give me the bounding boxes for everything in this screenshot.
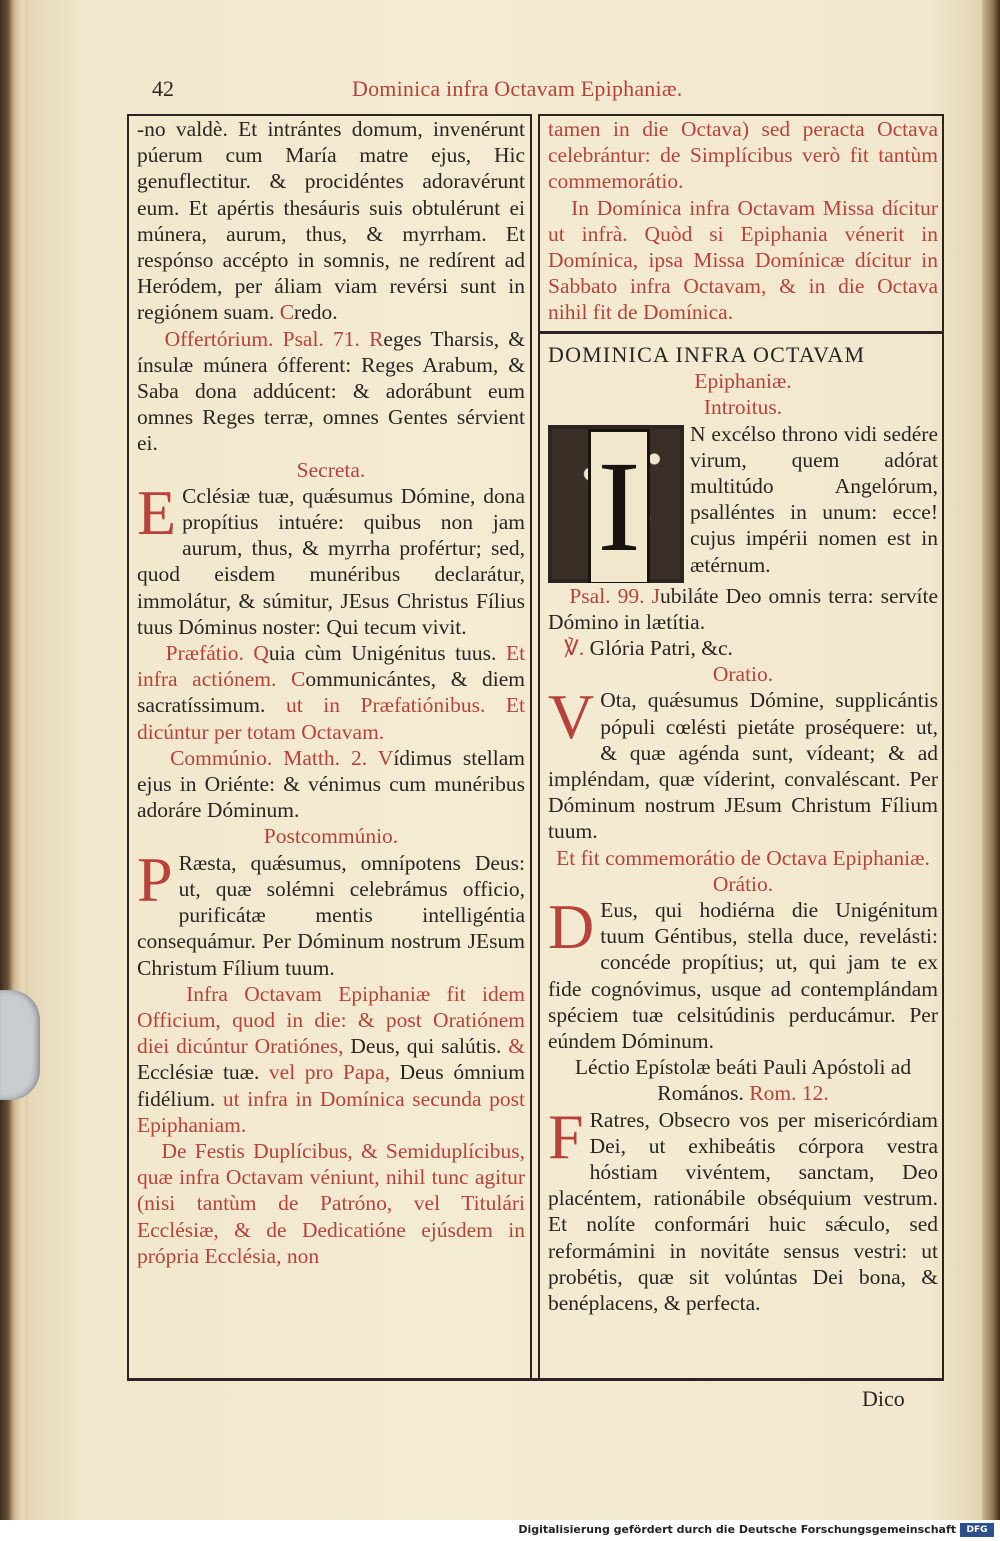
ornamental-letter: I <box>588 429 650 583</box>
oratio2-dropcap: D <box>548 891 595 963</box>
catchword: Dico <box>862 1386 905 1411</box>
oratio-heading: Oratio. <box>712 662 774 687</box>
gloria-patri: ℣. Glória Patri, &c. <box>564 636 733 661</box>
postcommunio-dropcap: P <box>137 843 173 915</box>
postcommunio-heading: Postcommúnio. <box>263 824 399 849</box>
secreta-heading: Secreta. <box>296 457 366 482</box>
secreta-text: E Cclésiæ tuæ, quǽsumus Dómine, dona propítius intuére: quibus non jam aurum, thus, & myrrha profértur; sed, quod eisdem munéribus declarátur, immolátur, & súmitur, JEsus Christus Fílius tuus Dóminus noster: Qui tecum vivit. <box>137 476 525 639</box>
oratio-text: V Ota, quǽsumus Dómine, supplicántis pópuli cœlésti pietáte proséquere: ut, & quæ agénda sunt, vídeant; & ad impléndam, quæ víderint, convaléscant. Per Dóminum nostrum JEsum Christum Fílium tuum. <box>548 681 938 844</box>
book-right-edge <box>982 0 1000 1520</box>
rubric-infra-octavam: Infra Octavam Epiphaniæ fit idem Officium, quod in die: & post Oratiónem diei dicúntur Oratiónes, Deus, qui salútis. & Ecclésiæ tuæ. vel pro Papa, Deus ómnium fidélium. ut infra in Domínica secunda post Epiphaniam. <box>137 981 526 1137</box>
offertory-initial: R <box>369 326 384 351</box>
offertory: Offertórium. Psal. 71. Reges Tharsis, & ínsulæ múnera ófferent: Reges Arabum, & Saba dona addúcent: & adorábunt eum omnes Reges terræ, omnes Gentes sérvient ei. <box>137 326 525 456</box>
footer-credit: Digitalisierung gefördert durch die Deutsche Forschungsgemeinschaft <box>518 1523 956 1536</box>
bottom-rule <box>127 1378 944 1381</box>
secreta-dropcap: E <box>137 476 177 548</box>
introitus-text: I N excélso throno vidi sedére virum, quem adórat multitúdo Angelórum, psalléntes in unum: ecce! cujus impérii nomen est in ætérnum. <box>548 421 938 578</box>
right-column <box>548 342 938 1316</box>
running-title: Dominica infra Octavam Epiphaniæ. <box>352 76 683 101</box>
praefatio: Præfátio. Quia cùm Unigénitus tuus. Et infra actiónem. Communicántes, & diem sacratíssimum. ut in Præfatiónibus. Et dicúntur per totam Octavam. <box>137 641 526 744</box>
left-column <box>137 116 525 1269</box>
rubric-continuation: tamen in die Octava) sed peracta Octava celebrántur: de Simplícibus verò fit tantùm commemorátio. <box>548 117 938 194</box>
communio: Commúnio. Matth. 2. Vídimus stellam ejus in Oriénte: & vénimus cum munéribus adoráre Dóminum. <box>137 745 525 823</box>
lectio-dropcap: F <box>548 1100 584 1172</box>
mass-title: DOMINICA INFRA OCTAVAM <box>548 342 866 367</box>
page-header <box>0 76 1000 106</box>
page-clip <box>0 990 40 1100</box>
postcommunio-text: P Ræsta, quǽsumus, omnípotens Deus: ut, quæ solémni celebrámus officio, purificátæ mentis intelligéntia consequámur. Per Dóminum nostrum JEsum Christum Fílium tuum. <box>137 843 525 980</box>
oratio2-heading: Orátio. <box>712 871 774 896</box>
right-column-rubric <box>548 116 938 326</box>
oratio2-text: D Eus, qui hodiérna die Unigénitum tuum Géntibus, stella duce, revelásti: concéde propítius; ut, qui jam te ex fide cognóvimus, usque ad contemplándam spéciem tuæ celsitúdinis perducámur. Per eúndem Dóminum. <box>548 891 938 1054</box>
rubric-missa: In Domínica infra Octavam Missa dícitur ut infrà. Quòd si Epiphania vénerit in Domínica, ipsa Missa Domínicæ dícitur in Sabbato infra Octavam, & in die Octava nihil fit de Domínica. <box>548 195 938 325</box>
page-number: 42 <box>152 76 174 101</box>
gospel-ending: -no valdè. Et intrántes domum, invenérunt púerum cum María matre ejus, Hic genuflectitur. & procidéntes adoravérunt eum. Et apértis thesáuris suis obtulérunt ei múnera, aurum, thus, & myrrham. Et respónso accépto in somnis, ne redírent ad Heródem, per áliam viam revérsi sunt in regiónem suam. Credo. <box>137 117 525 325</box>
dfg-logo: DFG <box>960 1523 994 1537</box>
introitus-heading: Introitus. <box>703 395 783 420</box>
psalm-verse: Psal. 99. Jubiláte Deo omnis terra: servíte Dómino in lætítia. <box>548 583 938 634</box>
versicle-icon: ℣. <box>564 636 585 661</box>
ornamental-initial-i <box>548 425 684 583</box>
credo-initial: C <box>279 300 295 325</box>
right-column-divider <box>538 331 944 334</box>
oratio-dropcap: V <box>548 681 595 753</box>
digitization-footer <box>0 1520 1000 1541</box>
commemoratio-heading: Et fit commemorátio de Octava Epiphaniæ. <box>556 845 930 870</box>
lectio-heading: Léctio Epístolæ beáti Pauli Apóstoli ad Romános. Rom. 12. <box>574 1055 912 1106</box>
rubric-de-festis: De Festis Duplícibus, & Semiduplícibus, quæ infra Octavam véniunt, nihil tunc agitur (nisi tantùm de Patróno, vel Titulári Ecclésiæ, & de Dedicatióne ejúsdem in própria Ecclésia, non <box>137 1138 526 1268</box>
mass-subtitle: Epiphaniæ. <box>694 369 792 394</box>
lectio-text: F Ratres, Obsecro vos per misericórdiam Dei, ut exhibeátis córpora vestra hóstiam vivéntem, sanctam, Deo placéntem, rationábile obséquium vestrum. Et nolíte conformári huic sǽculo, sed reformámini in novitáte sensus vestri: ut probétis, quæ sit volúntas Dei bona, & benéplacens, & perfecta. <box>548 1100 938 1316</box>
